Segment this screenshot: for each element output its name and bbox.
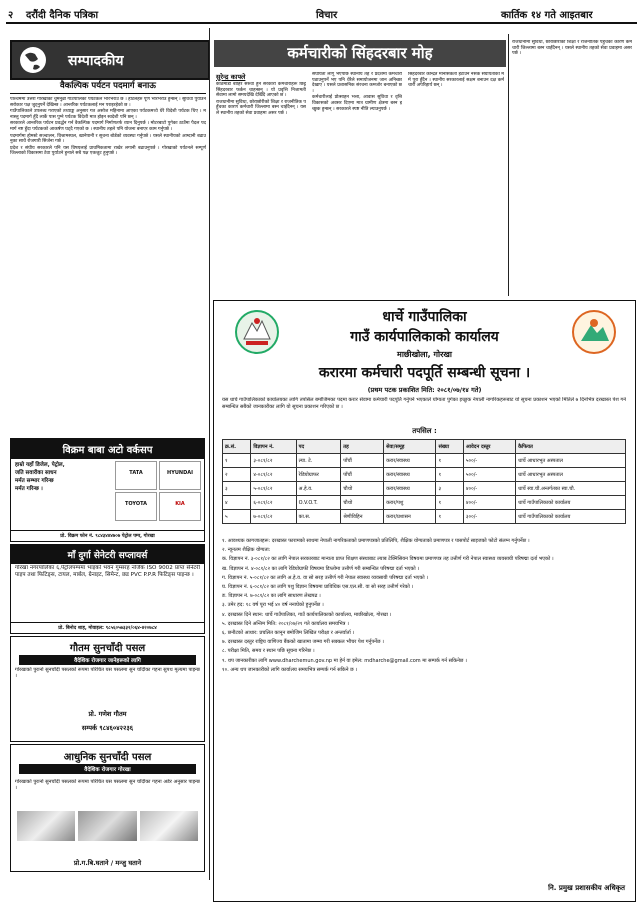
table-cell: ल्या. टे. bbox=[296, 454, 341, 468]
table-cell: १ bbox=[436, 454, 463, 468]
notice-condition: १. आवश्यक कागजातहरू: दरखास्त फारामको साथमा नेपाली नागरिकताको प्रमाणपत्रको प्रतिलिपि, शैक्षिक योग्यताको प्रमाणपत्र र पासपोर्ट साइजको फोटो संलग्न गर्नुपर्नेछ । bbox=[222, 538, 530, 544]
table-cell: ६-०८१/८२ bbox=[251, 496, 296, 510]
table-row bbox=[223, 510, 626, 524]
article-col-3 bbox=[408, 72, 504, 294]
table-cell: ३ bbox=[436, 482, 463, 496]
table-cell: ५००/- bbox=[463, 468, 515, 482]
notice-condition: क. विज्ञापन नं. ३-०८१/८२ का लागि नेपाल सरकारबाट मान्यता प्राप्त शिक्षण संस्थाबाट ल्याब टेक्निसियन विषयमा प्रमाणपत्र तह उत्तीर्ण गरी नेपाल स्वास्थ्य व्यवसायी परिषद्मा दर्ता भएको । bbox=[222, 556, 554, 563]
jewelry-photo bbox=[140, 811, 198, 841]
jewelry-photo bbox=[17, 811, 75, 841]
ad-sanitary-title: माँ दुर्गा सेनेटरी सप्लायर्स bbox=[11, 545, 204, 564]
table-cell: १ bbox=[436, 496, 463, 510]
paper-name: दरौंदी दैनिक पत्रिका bbox=[26, 10, 99, 21]
table-cell: धार्चे स्वा.चौ.अन्तर्गतका स्वा.चौ. bbox=[516, 482, 626, 496]
ad-gold2-footer: प्रो.ग.बि.घताने / मन्जु घताने bbox=[73, 859, 142, 867]
notice-condition: ३. उमेर हद: १८ वर्ष पूरा भई ४० वर्ष ननाघेको हुनुपर्नेछ । bbox=[222, 602, 324, 609]
article-col-4 bbox=[512, 40, 632, 294]
table-cell: करार/पशु bbox=[384, 496, 436, 510]
table-cell: रेडियोग्राफर bbox=[296, 468, 341, 482]
notice-condition: ६. छनौटको आधार: प्रचलित कानून बमोजिम लिखित परीक्षा र अन्तर्वार्ता । bbox=[222, 630, 355, 637]
table-cell: १ bbox=[436, 468, 463, 482]
table-cell: करार/स्वास्थ्य bbox=[384, 454, 436, 468]
globe-icon bbox=[18, 45, 48, 75]
table-header: विज्ञापन नं. bbox=[251, 440, 296, 454]
table-cell: O.V.O.T. bbox=[296, 496, 341, 510]
notice-place: माछीखोला, गोरखा bbox=[397, 350, 452, 359]
table-header: आवेदन दस्तुर bbox=[463, 440, 515, 454]
page-number: २ bbox=[8, 10, 14, 21]
editorial-title: वैकल्पिक पर्यटन पदमार्ग बनाऊ bbox=[60, 81, 156, 91]
table-row bbox=[223, 468, 626, 482]
table-row bbox=[223, 482, 626, 496]
table-header: तह bbox=[341, 440, 384, 454]
table-cell: ४००/- bbox=[463, 482, 515, 496]
table-cell: १ bbox=[223, 454, 251, 468]
article-para-continued: राजधानीमा सुविधा, छोराछोरीको शिक्षा र राजनीतिक पहुँचका कारण कर्मचारी जिल्लामा बस्न चाहँदैनन् । यसले स्थानीय तहको सेवा प्रवाहमा असर पर्छ । bbox=[512, 40, 632, 57]
ad-gold1-subtitle: वैदेशिक रोजगार जानेहरूको लागि bbox=[19, 655, 196, 665]
notice-org-name: धार्चे गाउँपालिका bbox=[382, 309, 467, 325]
table-row bbox=[223, 454, 626, 468]
column-rule bbox=[209, 28, 210, 880]
table-cell: ३ bbox=[223, 482, 251, 496]
ad-auto-footer: प्रो. विक्रम फोन नं. ९८४३४४४७०७ पेट्रोल पम्प, गोरखा bbox=[11, 530, 204, 541]
table-cell: करार/प्रशासन bbox=[384, 510, 436, 524]
ad-gold1-owner: प्रो. गणेश गौतम bbox=[88, 710, 127, 718]
table-cell: धार्चे गाउँपालिकाको कार्यालय bbox=[516, 496, 626, 510]
table-header: क्र.सं. bbox=[223, 440, 251, 454]
ad-sanitary bbox=[10, 544, 205, 634]
notice-condition: ख. विज्ञापन नं. ४-०८१/८२ का लागि रेडियोग्राफी विषयमा डिप्लोमा उत्तीर्ण गरी सम्बन्धित परिषद्मा दर्ता भएको । bbox=[222, 565, 420, 572]
ad-gold2-title: आधुनिक सुनचाँदी पसल bbox=[63, 752, 152, 763]
ad-auto-line: हाम्रो यहाँ डिजेल, पेट्रोल, bbox=[15, 462, 65, 468]
column-rule bbox=[508, 34, 509, 296]
table-cell: धार्चे आधारभूत अस्पताल bbox=[516, 468, 626, 482]
notice-condition: १०. अन्य थप जानकारीको लागि कार्यालय समयभित्र सम्पर्क गर्न सकिने छ । bbox=[222, 666, 358, 673]
ad-gold2-body: गोरखाको पुरानो सुनचाँदी पसलको रूपमा परिचित यस पसलमा सुन चाँदीका गहना अर्डर अनुसार पाइन्छ । bbox=[15, 779, 200, 792]
brand-logo: KIA bbox=[159, 492, 201, 521]
ad-sanitary-body: गोरखा नगरपालिका ६,पेट्रोलपम्पमा भाइको भवन गुम्सरह नजिक ISO 9002 प्राप्त सेनेटरी पाइप तथा फिटिङ्स, टायल, मार्बल, ग्रेनाइट, सिमेन्ट, छड PVC P.P.R फिटिङ्स पाइन्छ । bbox=[15, 565, 200, 579]
article-headline: कर्मचारीको सिंहदरबार मोह bbox=[214, 40, 506, 67]
notice-subtitle: (प्रथम पटक प्रकाशित मिति: २०८१/०७/१४ गते) bbox=[367, 386, 482, 394]
table-cell: ५ bbox=[223, 510, 251, 524]
editorial-banner bbox=[10, 40, 210, 80]
table-cell: ४-०८१/८२ bbox=[251, 468, 296, 482]
notice-condition: ९. थप जानकारीका लागि www.dharchemun.gov.np मा हेर्न वा इमेल: mdharche@gmail.com मा सम्पर्क गर्न सकिनेछ । bbox=[222, 657, 467, 664]
table-cell: १ bbox=[436, 510, 463, 524]
table-header-row bbox=[223, 440, 626, 454]
table-cell: करार/स्वास्थ्य bbox=[384, 482, 436, 496]
jewelry-photos bbox=[17, 811, 198, 841]
issue-date: कार्तिक १४ गते आइतबार bbox=[501, 10, 593, 21]
ad-gautam-gold bbox=[10, 636, 205, 742]
ad-gold1-body: गोरखाको पुरानो सुनचाँदी पसलको रूपमा परिचित यस पसलमा सुन चाँदीका गहना सुपथ मूल्यमा पाइन्छ । bbox=[15, 667, 200, 680]
table-header: पद bbox=[296, 440, 341, 454]
editorial-para: पश्चिममा उत्तरी गोरखाको चुमनुब्री गाउँपालिका पर्यटकले भरिभराउ छ । होटलहरु पूर्ण भरिभराउ हुन्छन् । सुविधा पुर्याउन सरोकार पक्ष जुट्नुपर्ने देखिन्छ । आन्तरिक पर्यटकलाई मन पराइरहेको छ । bbox=[10, 97, 206, 108]
table-cell: ५००/- bbox=[463, 454, 515, 468]
editorial-body bbox=[10, 97, 206, 435]
notice-condition: घ. विज्ञापन नं. ६-०८१/८२ का लागि पशु विज्ञान विषयमा प्राविधिक एस.एल.सी. वा सो सरह उत्तीर्ण गरेको । bbox=[222, 584, 414, 591]
table-cell: ७-०८१/८२ bbox=[251, 510, 296, 524]
table-cell: ३-०८१/८२ bbox=[251, 454, 296, 468]
ad-gold1-title: गौतम सुनचाँदी पसल bbox=[69, 643, 146, 654]
notice-condition: ङ. विज्ञापन नं. ७-०८१/८२ का लागि साधारण लेखपढ । bbox=[222, 593, 321, 600]
table-cell: श्रेणीविहिन bbox=[341, 510, 384, 524]
table-cell: का.स. bbox=[296, 510, 341, 524]
table-header: सेवा/समूह bbox=[384, 440, 436, 454]
editorial-para: सरकारले आन्तरिक पर्यटन प्रवर्द्धन गर्न वैकल्पिक पदमार्ग निर्माणतर्फ ध्यान दिनुपर्छ । मोटरबाटो पुगेका ठाउँमा पैदल पदमार्ग नष्ट हुँदा पर्यटकको आकर्षण घट्दै गएको छ । स्थानीय तहले पनि योजना बनाएर काम गर्नुपर्छ । bbox=[10, 121, 206, 132]
table-cell: पाँचौं bbox=[341, 454, 384, 468]
ad-auto-workshop bbox=[10, 438, 205, 542]
editorial-banner-label: सम्पादकीय bbox=[68, 53, 124, 69]
table-header: संख्या bbox=[436, 440, 463, 454]
article-para: संघीयता लागू भएपछि स्थानीय तह र प्रदेशमा कर्मचारी पठाउनुपर्ने भए पनि धेरैले समायोजनमा जान अनिच्छा देखाए । यसले प्रशासनिक संरचना कमजोर बनाएको छ । bbox=[312, 72, 402, 94]
table-cell: करार/स्वास्थ्य bbox=[384, 468, 436, 482]
table-cell: २ bbox=[223, 468, 251, 482]
article-byline: सुरेन्द्र काफ्ले bbox=[216, 73, 246, 81]
notice-title: करारमा कर्मचारी पदपूर्ति सम्बन्धी सूचना । bbox=[318, 365, 531, 381]
notice-signature: नि. प्रमुख प्रशासकीय अधिकृत bbox=[548, 884, 625, 892]
notice-condition: ८. परीक्षा मिति, समय र स्थान पछि सूचना गरिनेछ । bbox=[222, 648, 315, 655]
table-cell: धार्चे आधारभूत अस्पताल bbox=[516, 454, 626, 468]
table-header: कैफियत bbox=[516, 440, 626, 454]
notice-intro: यस धार्चे गाउँपालिकाको कार्यालयका लागि तपसिल बमोजिमका पदमा करार सेवामा कर्मचारी पदपूर्ति गर्नुपर्ने भएकाले योग्यता पुगेका इच्छुक नेपाली नागरिकहरूबाट यो सूचना प्रकाशन भएको मितिले ७ दिनभित्र दरखास्त पेश गर्न सम्बन्धित सबैको जानकारीका लागि यो सूचना प्रकाशन गरिएको छ । bbox=[222, 397, 626, 410]
table-cell: अ.हे.व. bbox=[296, 482, 341, 496]
notice-condition: २. न्यूनतम शैक्षिक योग्यता: bbox=[222, 547, 271, 554]
table-cell: चौथो bbox=[341, 482, 384, 496]
posts-table-wrap bbox=[222, 439, 626, 524]
ad-modern-gold bbox=[10, 744, 205, 872]
ad-gold2-subtitle: वैदेशिक रोजगार गोरखा bbox=[19, 764, 196, 774]
table-caption: तपसिल : bbox=[412, 427, 437, 435]
brand-logo: TOYOTA bbox=[115, 492, 157, 521]
editorial-para: प्रदेश र संघीय सरकारले पनि यस विषयलाई प्राथमिकतामा राखेर लगानी बढाउनुपर्छ । गोरखाको पर्यटनले सम्पूर्ण जिल्लाको विकासमा टेवा पुर्याउने हुनाले सबै पक्ष एकजुट हुनुपर्छ । bbox=[10, 145, 206, 157]
table-cell: धार्चे गाउँपालिकाको कार्यालय bbox=[516, 510, 626, 524]
article-para: कर्मचारीलाई प्रोत्साहन भत्ता, आवास सुविधा र वृत्ति विकासको अवसर दिएमा मात्र ग्रामीण क्षेत्रमा बस्न इच्छुक हुन्छन् । सरकारले स्पष्ट नीति ल्याउनुपर्छ । bbox=[312, 95, 402, 112]
table-cell: ४ bbox=[223, 496, 251, 510]
table-cell: ३००/- bbox=[463, 510, 515, 524]
section-name: विचार bbox=[316, 10, 338, 21]
article-para: राजधानीमा सुविधा, छोराछोरीको शिक्षा र राजनीतिक पहुँचका कारण कर्मचारी जिल्लामा बस्न चाहँदैनन् । यसले स्थानीय तहको सेवा प्रवाहमा असर पर्छ । bbox=[216, 99, 306, 116]
ad-auto-line: मर्मत सम्भार गरिन्छ bbox=[15, 478, 54, 484]
posts-table bbox=[222, 439, 626, 524]
ad-sanitary-footer: प्रो. बिनोद शाह, मोवाइल: ९८५६०५७३३२/०६४-४२०७८४ bbox=[11, 622, 204, 633]
article-para: काठमाडौं बाहिर सरुवा हुने सरकारी कर्मचारीहरू छिट्टै सिंहदरबार फर्कन चाहन्छन् । यो प्रवृत्ति निजामती सेवामा लामो समयदेखि देखिँदै आएको छ । bbox=[216, 82, 306, 99]
jewelry-photo bbox=[78, 811, 136, 841]
masthead bbox=[6, 4, 637, 24]
brand-logo: HYUNDAI bbox=[159, 461, 201, 490]
notice-office: गाउँ कार्यपालिकाको कार्यालय bbox=[350, 329, 499, 345]
divider bbox=[10, 93, 206, 94]
ad-gold1-phone: सम्पर्क ९८४६०४२२३६ bbox=[81, 724, 134, 732]
notice-condition: ७. दरखास्त दस्तुर राष्ट्रिय वाणिज्य बैंकको खातामा जम्मा गरी सक्कल भौचर पेश गर्नुपर्नेछ । bbox=[222, 639, 384, 646]
brand-logo: TATA bbox=[115, 461, 157, 490]
article-col-1 bbox=[216, 82, 306, 294]
table-cell: ५-०८१/८२ bbox=[251, 482, 296, 496]
ad-auto-line: जति सवारीका साधन bbox=[15, 470, 57, 476]
editorial-para: पदमार्गमा होमस्टे सञ्चालन, विश्रामस्थल, खानेपानी र सूचना बोर्डको व्यवस्था गर्नुपर्छ । यसले स्थानीयको आम्दानी बढाउनुका साथै रोजगारी सिर्जना गर्छ । bbox=[10, 133, 206, 145]
article-para: सिंहदरबार केन्द्रित मानसिकता हटाउन नसके संघीयताको मर्म पूरा हुँदैन । स्थानीय सरकारलाई सक्षम बनाउन दक्ष कर्मचारी अपरिहार्य छन् । bbox=[408, 72, 504, 89]
notice-condition: ५. दरखास्त दिने अन्तिम मिति: २०८१/०७/२१ गते कार्यालय समयभित्र । bbox=[222, 620, 349, 627]
table-cell: चौथो bbox=[341, 496, 384, 510]
ad-auto-line: मर्मत गरिन्छ । bbox=[15, 486, 43, 492]
ad-auto-title: विक्रम बाबा अटो वर्कसप bbox=[11, 439, 204, 459]
notice-condition: ग. विज्ञापन नं. ५-०८१/८२ का लागि अ.हे.व. वा सो सरह उत्तीर्ण गरी नेपाल स्वास्थ्य व्यवसायी परिषद्मा दर्ता भएको । bbox=[222, 574, 429, 581]
table-cell: पाँचौं bbox=[341, 468, 384, 482]
editorial-para: गाउँपालिकाले उपलब्ध गराएको तथ्याङ्क अनुसार गत असोज महिनामा आएका पर्यटकमध्ये धेरै विदेशी पर्यटक थिए । मनास्लु पदमार्ग हुँदै लार्के पास पुग्ने पर्यटक विदेशी मात्र होइन स्वदेशी पनि छन् । bbox=[10, 109, 206, 120]
table-cell: ४००/- bbox=[463, 496, 515, 510]
article-col-2 bbox=[312, 72, 402, 294]
table-row bbox=[223, 496, 626, 510]
job-notice bbox=[213, 300, 636, 902]
notice-condition: ४. दरखास्त दिने स्थान: धार्चे गाउँपालिका, गाउँ कार्यपालिकाको कार्यालय, माछीखोला, गोरखा । bbox=[222, 611, 392, 618]
notice-conditions bbox=[222, 537, 626, 857]
